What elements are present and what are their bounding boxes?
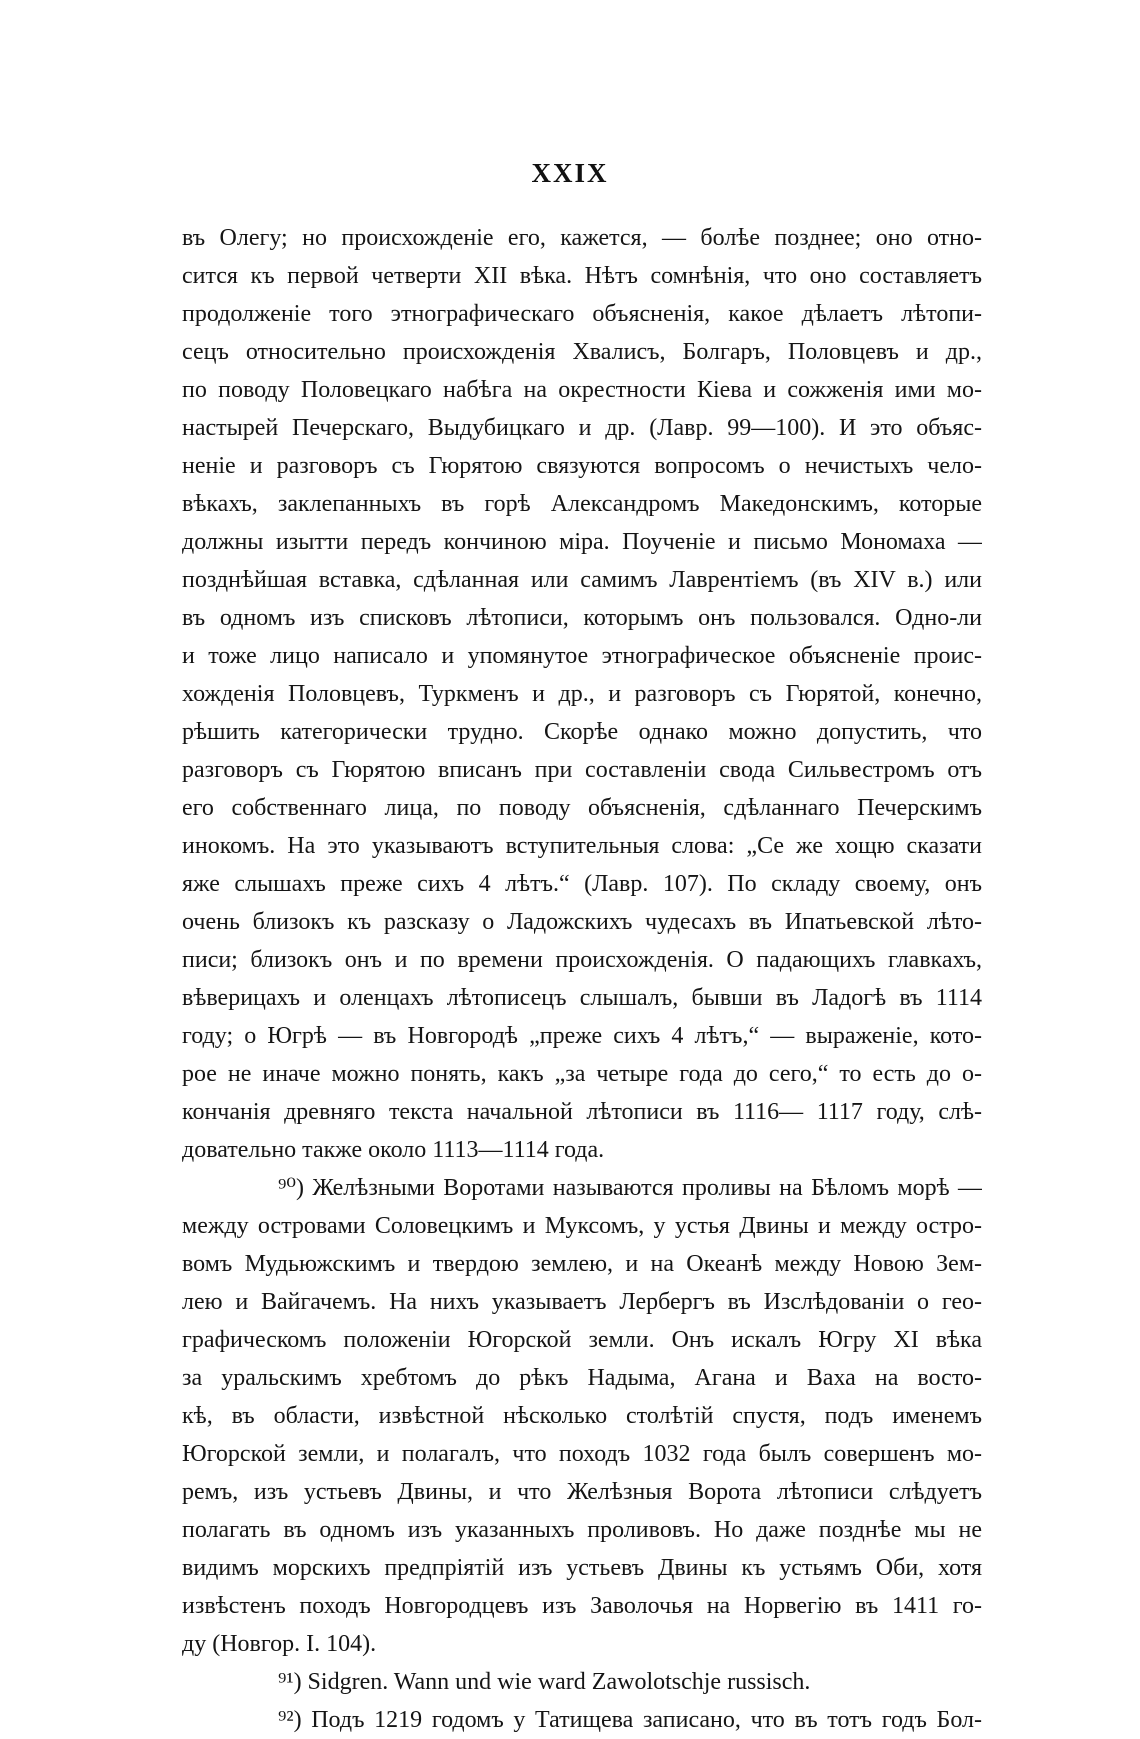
text-line: очень близокъ къ разсказу о Ладожскихъ чудесахъ въ Ипатьевской лѣто- xyxy=(182,909,982,935)
text-line: его собственнаго лица, по поводу объясненія, сдѣланнаго Печерскимъ xyxy=(182,795,982,821)
text-line: позднѣйшая вставка, сдѣланная или самимъ Лаврентіемъ (въ XIV в.) или xyxy=(182,567,982,593)
text-line: довательно также около 1113—1114 года. xyxy=(182,1137,605,1163)
footnote-90 xyxy=(182,1169,982,1663)
text-line: писи; близокъ онъ и по времени происхожденія. О падающихъ главкахъ, xyxy=(182,947,982,973)
text-line: хожденія Половцевъ, Туркменъ и др., и разговоръ съ Гюрятой, конечно, xyxy=(182,681,982,707)
footnote-line: кѣ, въ области, извѣстной нѣсколько столѣтій спустя, подъ именемъ xyxy=(182,1403,982,1429)
text-line: продолженіе того этнографическаго объясненія, какое дѣлаетъ лѣтопи- xyxy=(182,301,982,327)
text-line: должны изытти передъ кончиною міра. Поученіе и письмо Мономаха — xyxy=(182,529,982,555)
footnote-line: графическомъ положеніи Югорской земли. Онъ искалъ Югру XI вѣка xyxy=(182,1327,982,1353)
paragraph-main-text xyxy=(182,219,982,1169)
text-line: и тоже лицо написало и упомянутое этнографическое объясненіе проис- xyxy=(182,643,982,669)
text-line: неніе и разговоръ съ Гюрятою связуются вопросомъ о нечистыхъ чело- xyxy=(182,453,982,479)
text-line: вѣкахъ, заклепанныхъ въ горѣ Александромъ Македонскимъ, которые xyxy=(182,491,982,517)
text-line: по поводу Половецкаго набѣга на окрестности Кіева и сожженія ими мо- xyxy=(182,377,982,403)
footnote-line: за уральскимъ хребтомъ до рѣкъ Надыма, Агана и Ваха на восто- xyxy=(182,1365,982,1391)
footnote-line: ⁹²) Подъ 1219 годомъ у Татищева записано, что въ тотъ годъ Бол- xyxy=(278,1707,982,1733)
footnote-line: видимъ морскихъ предпріятій изъ устьевъ Двины къ устьямъ Оби, хотя xyxy=(182,1555,982,1581)
text-line: яже слышахъ преже сихъ 4 лѣтъ.“ (Лавр. 107). По складу своему, онъ xyxy=(182,871,982,897)
text-line: въ Олегу; но происхожденіе его, кажется, — болѣе позднее; оно отно- xyxy=(182,225,982,251)
footnote-line: ремъ, изъ устьевъ Двины, и что Желѣзныя Ворота лѣтописи слѣдуетъ xyxy=(182,1479,982,1505)
footnote-91 xyxy=(182,1663,982,1701)
text-line: сится къ первой четверти XII вѣка. Нѣтъ сомнѣнія, что оно составляетъ xyxy=(182,263,982,289)
page-number: XXIX xyxy=(531,158,609,188)
footnote-line: ⁹¹) Sidgren. Wann und wie ward Zawolotschje russisch. xyxy=(278,1669,811,1695)
footnote-92 xyxy=(182,1701,982,1739)
page-text xyxy=(182,219,982,1739)
text-line: настырей Печерскаго, Выдубицкаго и др. (Лавр. 99—100). И это объяс- xyxy=(182,415,982,441)
text-line: рое не иначе можно понять, какъ „за четыре года до сего,“ то есть до о- xyxy=(182,1061,982,1087)
text-line: кончанія древняго текста начальной лѣтописи въ 1116— 1117 году, слѣ- xyxy=(182,1099,982,1125)
footnote-line: полагать въ одномъ изъ указанныхъ проливовъ. Но даже позднѣе мы не xyxy=(182,1517,982,1543)
footnote-line: извѣстенъ походъ Новгородцевъ изъ Заволочья на Норвегію въ 1411 го- xyxy=(182,1593,982,1619)
footnote-line: ду (Новгор. I. 104). xyxy=(182,1631,377,1657)
text-line: въ одномъ изъ списковъ лѣтописи, которымъ онъ пользовался. Одно-ли xyxy=(182,605,982,631)
footnote-line: лею и Вайгачемъ. На нихъ указываетъ Лербергъ въ Изслѣдованіи о гео- xyxy=(182,1289,982,1315)
text-line: вѣверицахъ и оленцахъ лѣтописецъ слышалъ, бывши въ Ладогѣ въ 1114 xyxy=(182,985,982,1011)
text-line: году; о Югрѣ — въ Новгородѣ „преже сихъ 4 лѣтъ,“ — выраженіе, кото- xyxy=(182,1023,982,1049)
text-line: инокомъ. На это указываютъ вступительныя слова: „Се же хощю сказати xyxy=(182,833,982,859)
footnote-line: вомъ Мудьюжскимъ и твердою землею, и на Океанѣ между Новою Зем- xyxy=(182,1251,982,1277)
text-line: разговоръ съ Гюрятою вписанъ при составленіи свода Сильвестромъ отъ xyxy=(182,757,982,783)
footnote-line: ⁹⁰) Желѣзными Воротами называются проливы на Бѣломъ морѣ — xyxy=(278,1175,982,1201)
footnote-line: между островами Соловецкимъ и Муксомъ, у устья Двины и между остро- xyxy=(182,1213,982,1239)
text-line: рѣшить категорически трудно. Скорѣе однако можно допустить, что xyxy=(182,719,982,745)
text-line: сецъ относительно происхожденія Хвалисъ, Болгаръ, Половцевъ и др., xyxy=(182,339,982,365)
footnote-line: Югорской земли, и полагалъ, что походъ 1032 года былъ совершенъ мо- xyxy=(182,1441,982,1467)
